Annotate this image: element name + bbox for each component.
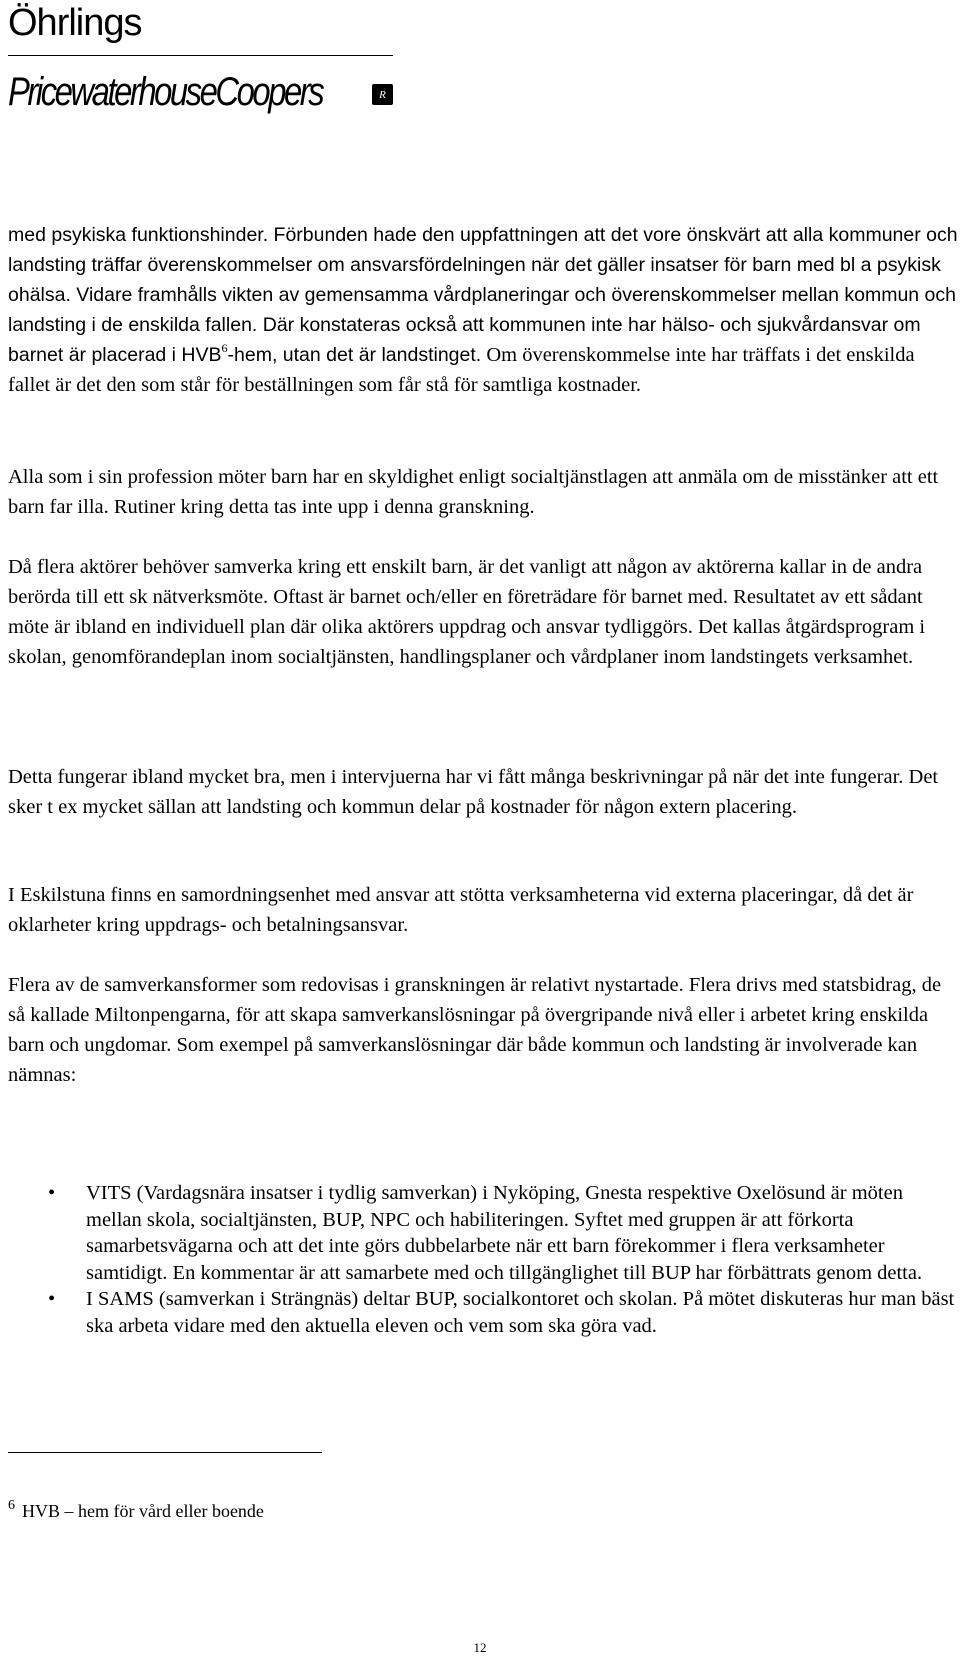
bullet-icon: • [48, 1182, 56, 1204]
paragraph-2-text: Alla som i sin profession möter barn har en skyldighet enligt socialtjänstlagen att anmäla om de misstänker att ett barn far illa. Rutiner kring detta tas inte upp i denna granskning. [8, 466, 939, 518]
footnote-ref: 6 [221, 341, 228, 355]
bullet-list [8, 1180, 958, 1340]
page-number: 12 [473, 1640, 487, 1655]
paragraph-3-text: Då flera aktörer behöver samverka kring ett enskilt barn, är det vanligt att någon av aktörerna kallar in de andra berörda till ett sk nätverksmöte. Oftast är barnet och/eller en företrädare för barnet med. Resultatet av ett sådant möte är ibland en individuell plan där olika aktörers uppdrag och ansvar tydliggörs. Det kallas åtgärdsprogram i skolan, genomförandeplan inom socialtjänsten, handlingsplaner och vårdplaner inom landstingets verksamhet. [8, 556, 926, 668]
list-item [8, 1286, 958, 1339]
footnote-divider [8, 1452, 322, 1453]
paragraph-4 [8, 762, 958, 822]
list-item-text: I SAMS (samverkan i Strängnäs) deltar BUP, socialkontoret och skolan. På mötet diskuteras hur man bäst ska arbeta vidare med den aktuella eleven och vem som ska göra vad. [86, 1288, 955, 1337]
paragraph-2 [8, 462, 958, 522]
footnote-number: 6 [8, 1498, 15, 1513]
paragraph-3 [8, 552, 958, 672]
logo-divider [8, 55, 393, 56]
footnote [8, 1498, 264, 1522]
paragraph-6 [8, 970, 958, 1090]
list-item-text: VITS (Vardagsnära insatser i tydlig samverkan) i Nyköping, Gnesta respektive Oxelösund är möten mellan skola, socialtjänsten, BUP, NPC och habiliteringen. Syftet med gruppen är att förkorta samarbetsvägarna och att det inte görs dubbelarbete när ett barn förekommer i flera verksamheter samtidigt. En kommentar är att samarbete med och tillgänglighet till BUP har förbättrats genom detta. [86, 1182, 923, 1284]
paragraph-5 [8, 880, 958, 940]
bullet-icon: • [48, 1288, 56, 1311]
registered-seal-icon: R [372, 84, 393, 105]
footnote-text: HVB – hem för vård eller boende [22, 1501, 264, 1521]
paragraph-1-serif: Om överenskommelse inte har träffats i det enskilda fallet är det den som står för beställningen som får stå för samtliga kostnader. [8, 344, 915, 396]
paragraph-1-sans-a: med psykiska funktionshinder. Förbunden hade den uppfattningen att det vore önskvärt att alla kommuner och landsting träffar överenskommelser om ansvarsfördelningen när det gäller insatser för barn med bl a psykisk ohälsa. Vidare framhålls vikten av gemensamma vårdplaneringar och överenskommelser mellan kommun och landsting i de enskilda fallen. Där konstateras också att kommunen inte har hälso- och sjukvårdansvar om barnet är placerad i HVB [8, 224, 958, 366]
logo-pricewaterhousecoopers: PricewaterhouseCoopers [8, 70, 323, 114]
paragraph-4-text: Detta fungerar ibland mycket bra, men i intervjuerna har vi fått många beskrivningar på när det inte fungerar. Det sker t ex mycket sällan att landsting och kommun delar på kostnader för någon extern placering. [8, 766, 939, 818]
paragraph-5-text: I Eskilstuna finns en samordningsenhet med ansvar att stötta verksamheterna vid externa placeringar, då det är oklarheter kring uppdrags- och betalningsansvar. [8, 884, 914, 936]
paragraph-6-text: Flera av de samverkansformer som redovisas i granskningen är relativt nystartade. Flera drivs med statsbidrag, de så kallade Miltonpengarna, för att skapa samverkanslösningar på övergripande nivå eller i arbetet kring enskilda barn och ungdomar. Som exempel på samverkanslösningar där både kommun och landsting är involverade kan nämnas: [8, 974, 942, 1086]
logo-ohrlings: Öhrlings [8, 2, 142, 44]
paragraph-1-sans-b: -hem, utan det är landstinget. [227, 344, 482, 366]
paragraph-1 [8, 220, 958, 400]
list-item [8, 1180, 958, 1286]
